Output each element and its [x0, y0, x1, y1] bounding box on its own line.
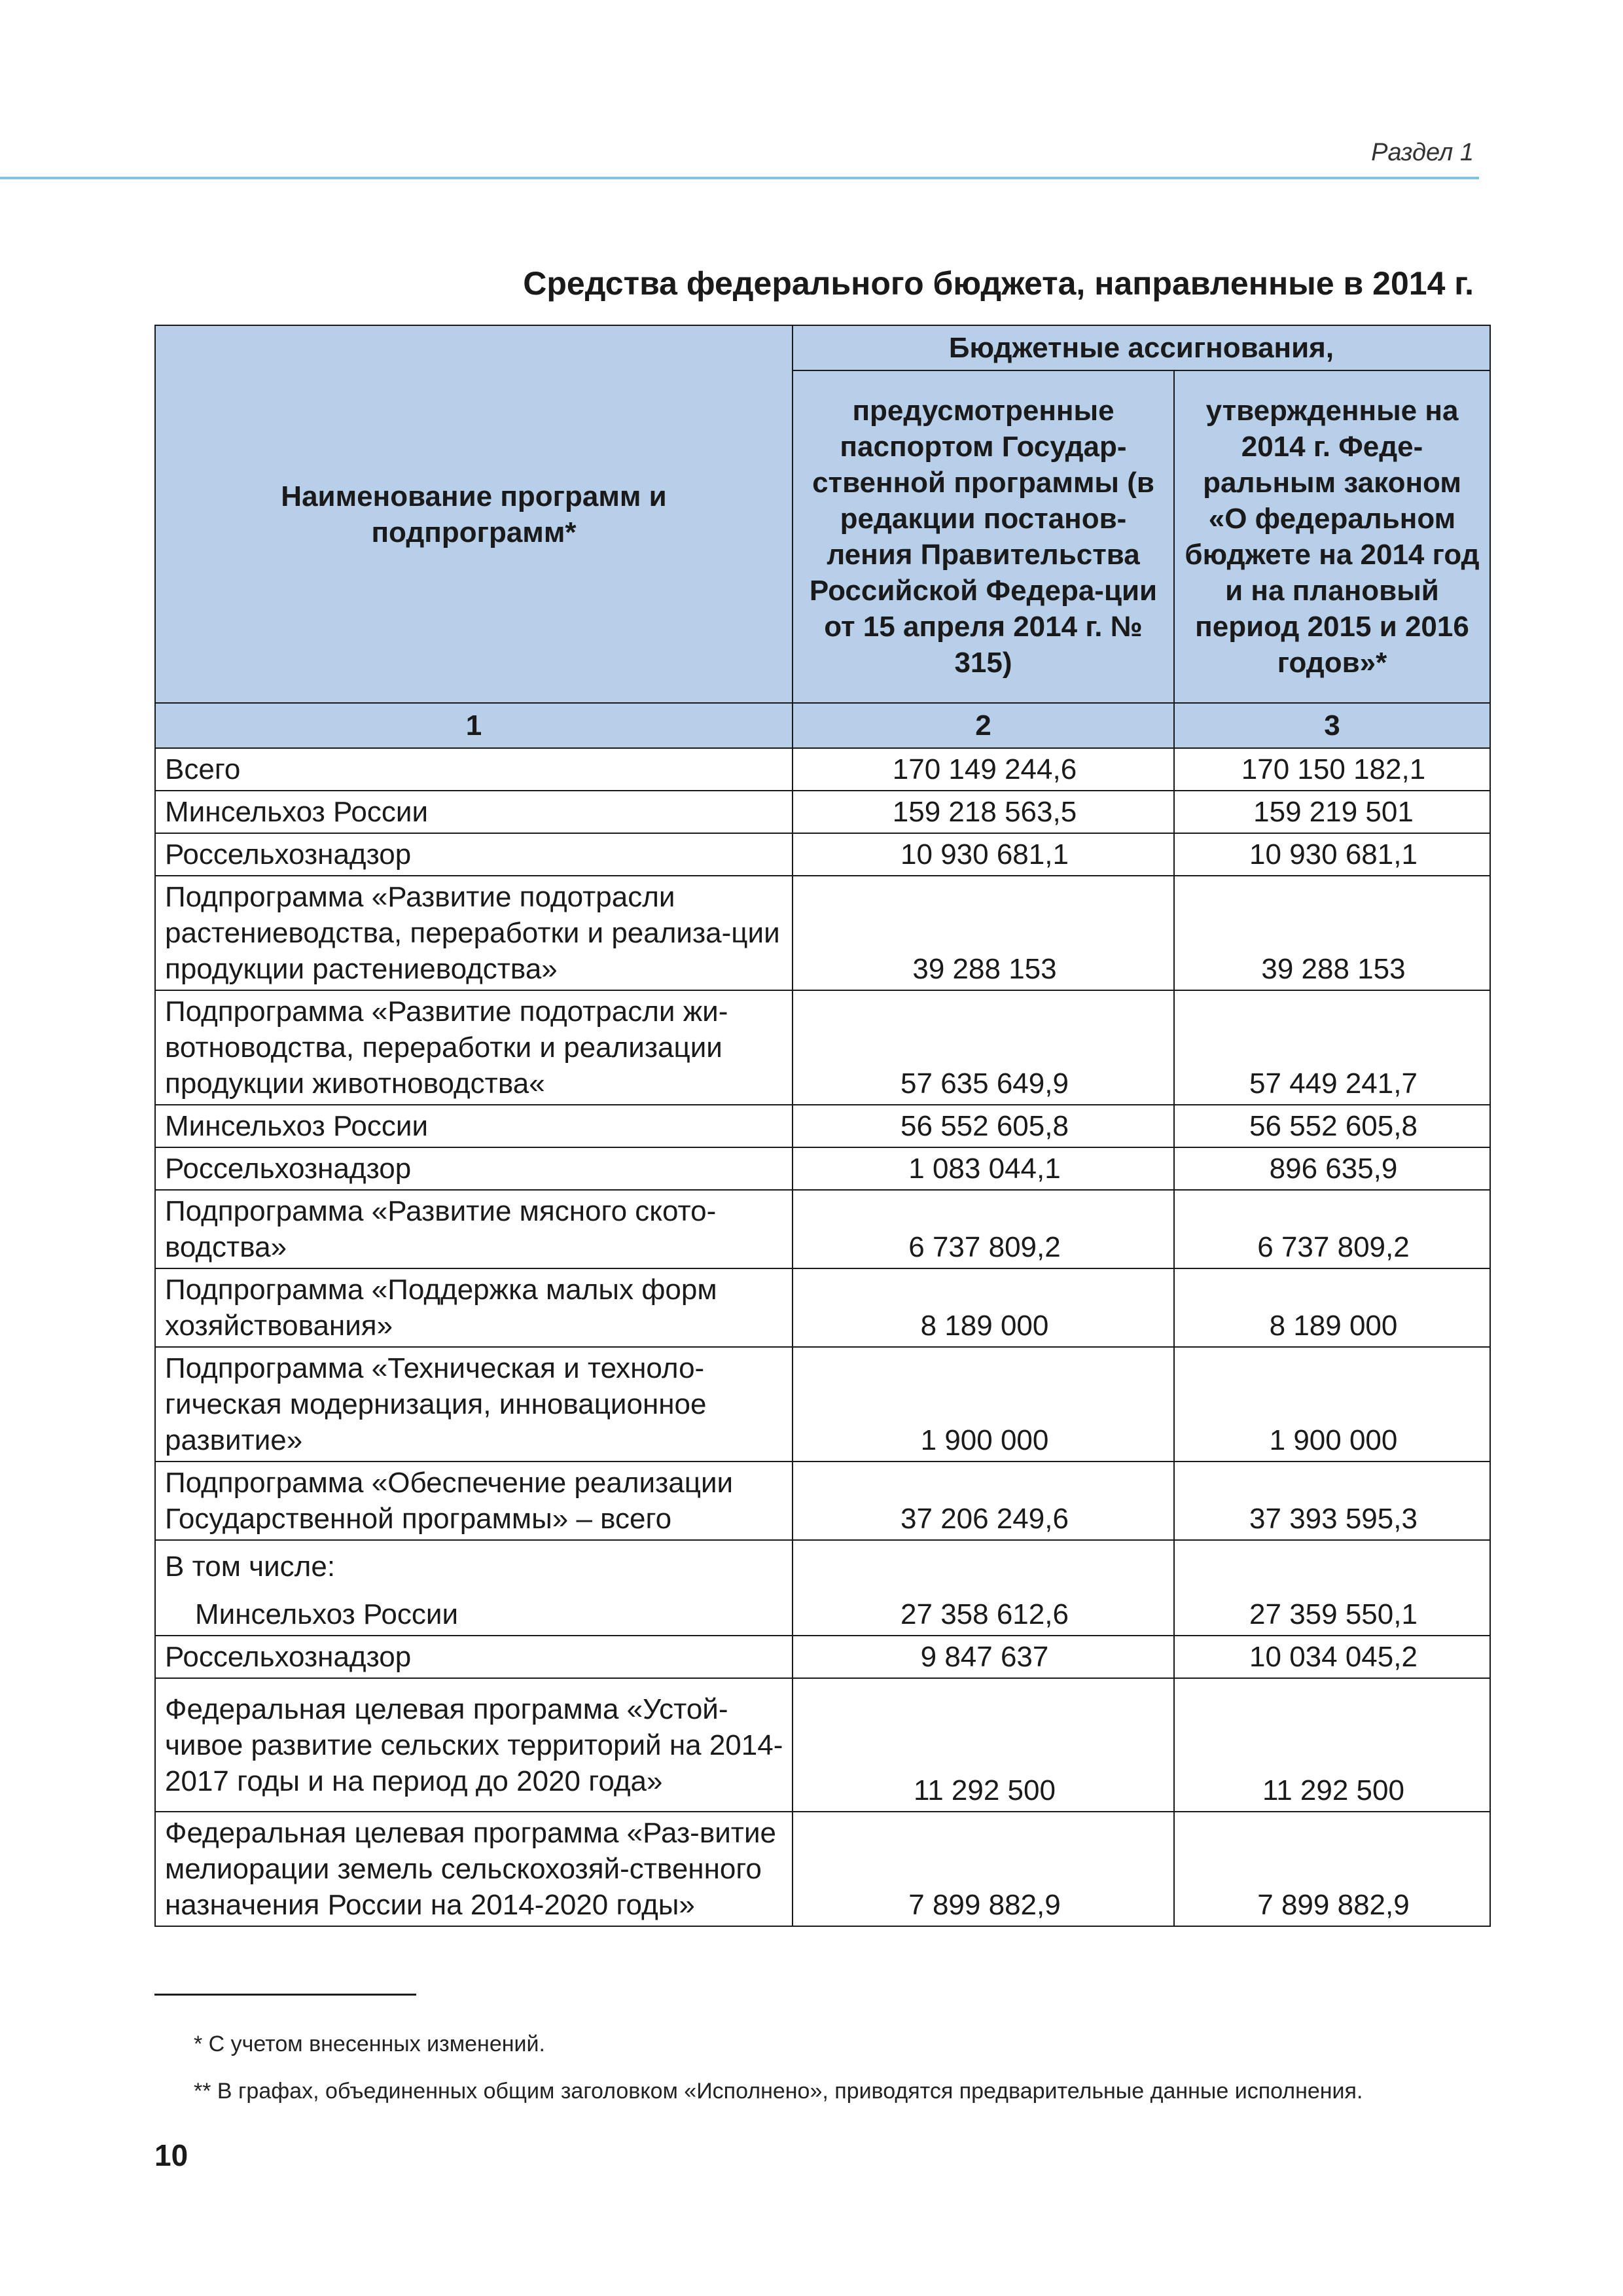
row-value-passport: 10 930 681,1: [793, 833, 1174, 876]
row-value-law: 39 288 153: [1174, 876, 1490, 990]
table-row: [155, 833, 1490, 876]
col-number-1: 1: [155, 703, 793, 748]
row-name: Минсельхоз России: [155, 1105, 793, 1147]
col-number-3: 3: [1174, 703, 1490, 748]
row-name: Федеральная целевая программа «Раз-витие мелиорации земель сельскохозяй-ственного назначения России на 2014-2020 годы»: [155, 1812, 793, 1926]
col-header-law-text: утвержденные на 2014 г. Феде-ральным законом «О федеральном бюджете на 2014 год и на плановый период 2015 и 2016 годов»*: [1185, 395, 1480, 679]
in-total-label: В том числе:: [165, 1551, 336, 1583]
table-row: [155, 1147, 1490, 1190]
col-header-name: [155, 325, 793, 703]
row-value-law: 37 393 595,3: [1174, 1462, 1490, 1540]
header-rule: [0, 177, 1479, 179]
row-name: Федеральная целевая программа «Устой-чивое развитие сельских территорий на 2014-2017 годы и на период до 2020 года»: [155, 1678, 793, 1812]
row-value-law: 10 930 681,1: [1174, 833, 1490, 876]
row-name: Всего: [155, 748, 793, 791]
row-name: Минсельхоз России: [155, 791, 793, 833]
row-value-passport: 56 552 605,8: [793, 1105, 1174, 1147]
row-value-passport: 11 292 500: [793, 1678, 1174, 1812]
table-row: [155, 876, 1490, 990]
col-header-name-text: Наименование программ и подпрограмм*: [281, 480, 667, 548]
row-value-passport: 8 189 000: [793, 1268, 1174, 1347]
row-value-passport: 159 218 563,5: [793, 791, 1174, 833]
row-value-law: 27 359 550,1: [1174, 1540, 1490, 1636]
row-name: Подпрограмма «Поддержка малых форм хозяйствования»: [155, 1268, 793, 1347]
col-header-budget: Бюджетные ассигнования,: [793, 325, 1490, 370]
row-value-law: 1 900 000: [1174, 1347, 1490, 1462]
row-value-law: 896 635,9: [1174, 1147, 1490, 1190]
row-name-group: [155, 1540, 793, 1636]
table-row: [155, 748, 1490, 791]
budget-table: [154, 325, 1491, 1927]
row-value-passport: 170 149 244,6: [793, 748, 1174, 791]
row-value-passport: 7 899 882,9: [793, 1812, 1174, 1926]
row-name: Россельхознадзор: [155, 833, 793, 876]
row-value-passport: 37 206 249,6: [793, 1462, 1174, 1540]
row-name: Подпрограмма «Обеспечение реализации Государственной программы» – всего: [155, 1462, 793, 1540]
col-header-passport: [793, 370, 1174, 703]
row-value-law: 56 552 605,8: [1174, 1105, 1490, 1147]
sub-row-name: Минсельхоз России: [195, 1598, 459, 1630]
row-name: Подпрограмма «Развитие подотрасли растениеводства, переработки и реализа-ции продукции растениеводства»: [155, 876, 793, 990]
row-value-passport: 39 288 153: [793, 876, 1174, 990]
col-header-passport-text: предусмотренные паспортом Государ-ственной программы (в редакции постанов-ления Правительства Российской Федера-ции от 15 апреля 2014 г. № 315): [809, 395, 1158, 679]
row-value-passport: 57 635 649,9: [793, 990, 1174, 1105]
row-value-law: 57 449 241,7: [1174, 990, 1490, 1105]
section-label: Раздел 1: [1371, 139, 1474, 166]
table-row: [155, 1347, 1490, 1462]
row-value-law: 170 150 182,1: [1174, 748, 1490, 791]
row-value-passport: 27 358 612,6: [793, 1540, 1174, 1636]
row-value-law: 7 899 882,9: [1174, 1812, 1490, 1926]
row-name: Подпрограмма «Развитие мясного ското-водства»: [155, 1190, 793, 1268]
table-row: [155, 1190, 1490, 1268]
row-value-passport: 9 847 637: [793, 1636, 1174, 1678]
footnote-rule: [154, 1994, 416, 1996]
row-value-passport: 1 900 000: [793, 1347, 1174, 1462]
table-row: [155, 1268, 1490, 1347]
row-name: Россельхознадзор: [155, 1636, 793, 1678]
col-number-2: 2: [793, 703, 1174, 748]
row-value-law: 11 292 500: [1174, 1678, 1490, 1812]
row-value-law: 6 737 809,2: [1174, 1190, 1490, 1268]
col-header-law: [1174, 370, 1490, 703]
row-value-law: 159 219 501: [1174, 791, 1490, 833]
table-row: [155, 990, 1490, 1105]
row-value-passport: 6 737 809,2: [793, 1190, 1174, 1268]
row-name: Подпрограмма «Техническая и техноло-гическая модернизация, инновационное развитие»: [155, 1347, 793, 1462]
table-row: [155, 1105, 1490, 1147]
table-row: [155, 1636, 1490, 1678]
table-row: [155, 791, 1490, 833]
table-title: Средства федерального бюджета, направленные в 2014 г.: [523, 265, 1474, 302]
footnote: ** В графах, объединенных общим заголовком «Исполнено», приводятся предварительные данные исполнения.: [194, 2079, 1363, 2104]
page-number: 10: [154, 2138, 188, 2172]
table-row: [155, 1462, 1490, 1540]
row-name: Россельхознадзор: [155, 1147, 793, 1190]
row-name: Подпрограмма «Развитие подотрасли жи-вотноводства, переработки и реализации продукции животноводства«: [155, 990, 793, 1105]
table-row: [155, 1812, 1490, 1926]
row-value-law: 10 034 045,2: [1174, 1636, 1490, 1678]
row-value-passport: 1 083 044,1: [793, 1147, 1174, 1190]
table-row: [155, 1540, 1490, 1636]
row-value-law: 8 189 000: [1174, 1268, 1490, 1347]
footnote: * С учетом внесенных изменений.: [194, 2032, 545, 2056]
table-row: [155, 1678, 1490, 1812]
